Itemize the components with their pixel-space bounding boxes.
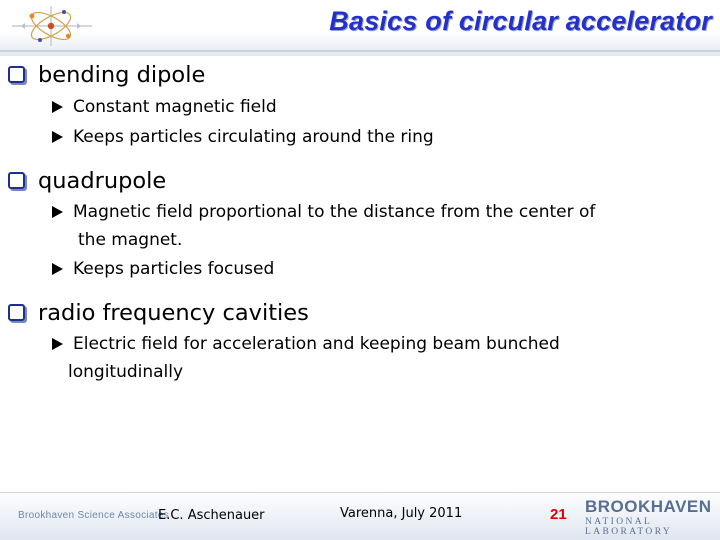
lab-subtitle: NATIONAL LABORATORY xyxy=(585,517,673,537)
checkbox-bullet-icon xyxy=(8,304,25,321)
bullet-continuation: the magnet. xyxy=(78,230,183,250)
slide-title: Basics of circular accelerator xyxy=(329,6,712,36)
page-number: 21 xyxy=(550,506,567,523)
header-bar xyxy=(0,0,720,56)
arrow-bullet-icon xyxy=(52,338,63,350)
checkbox-bullet-icon xyxy=(8,172,25,189)
bullet-item xyxy=(52,199,595,226)
section-rf-cavities xyxy=(8,300,309,326)
section-heading: radio frequency cavities xyxy=(38,300,309,326)
bullet-text: Magnetic field proportional to the distance from the center of xyxy=(73,202,596,222)
brookhaven-logo xyxy=(585,497,712,537)
bullet-item xyxy=(52,256,274,283)
section-heading: bending dipole xyxy=(38,62,206,88)
footer-divider xyxy=(0,492,720,493)
arrow-bullet-icon xyxy=(52,101,63,113)
footer-venue: Varenna, July 2011 xyxy=(340,506,463,521)
atom-logo-icon xyxy=(8,4,94,48)
bullet-item xyxy=(52,94,277,121)
section-bending-dipole xyxy=(8,62,205,88)
bullet-item xyxy=(52,331,560,358)
bullet-item xyxy=(52,124,434,151)
bullet-text: Keeps particles focused xyxy=(73,259,275,279)
bullet-continuation: longitudinally xyxy=(68,362,184,382)
arrow-bullet-icon xyxy=(52,263,63,275)
header-divider xyxy=(0,50,720,52)
bullet-text: Keeps particles circulating around the ring xyxy=(73,127,434,147)
bullet-text: Constant magnetic field xyxy=(73,97,277,117)
bullet-text: Electric field for acceleration and keeping beam bunched xyxy=(73,334,560,354)
arrow-bullet-icon xyxy=(52,206,63,218)
arrow-bullet-icon xyxy=(52,131,63,143)
footer-association: Brookhaven Science Associates xyxy=(18,510,170,521)
lab-name: BROOKHAVEN xyxy=(585,497,712,516)
section-heading: quadrupole xyxy=(38,168,167,194)
section-quadrupole xyxy=(8,168,166,194)
footer-author: E.C. Aschenauer xyxy=(158,508,265,523)
checkbox-bullet-icon xyxy=(8,66,25,83)
